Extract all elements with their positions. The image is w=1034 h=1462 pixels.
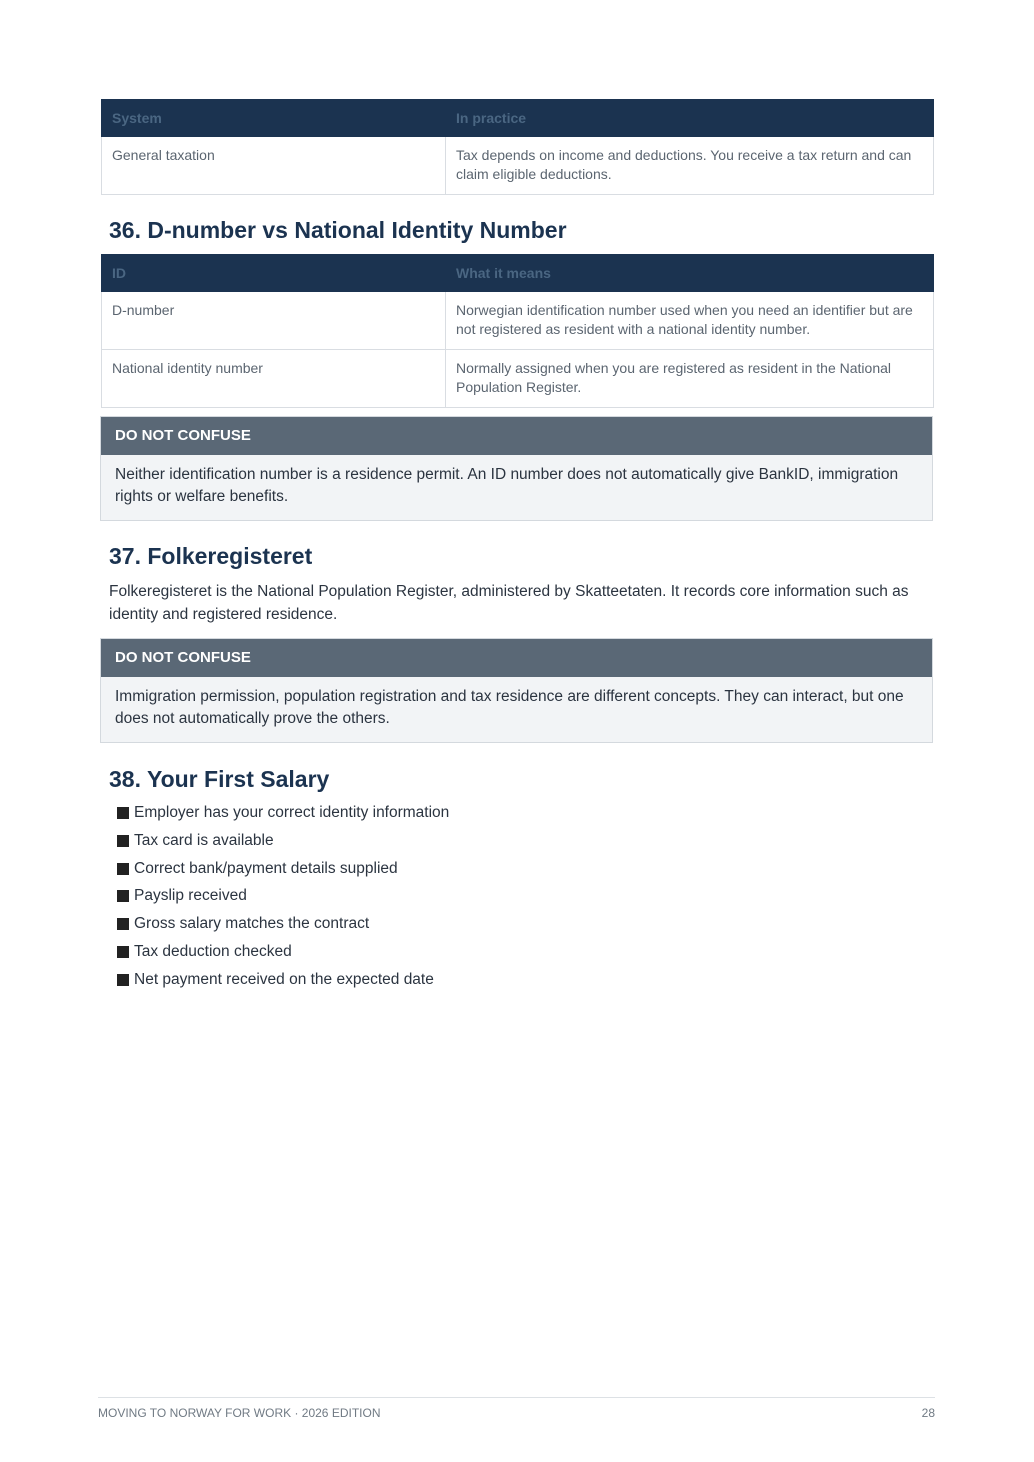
checklist-item bbox=[117, 969, 449, 997]
footer-divider bbox=[98, 1397, 935, 1398]
callout-title: DO NOT CONFUSE bbox=[101, 639, 932, 677]
checkbox-square-icon bbox=[117, 918, 129, 930]
tax-system-table bbox=[101, 99, 934, 195]
salary-checklist bbox=[117, 802, 449, 997]
checkbox-square-icon bbox=[117, 807, 129, 819]
checklist-item bbox=[117, 913, 449, 941]
checklist-item bbox=[117, 941, 449, 969]
checkbox-square-icon bbox=[117, 974, 129, 986]
checklist-item bbox=[117, 858, 449, 886]
table-cell: General taxation bbox=[102, 137, 446, 195]
table-cell: D-number bbox=[102, 292, 446, 350]
section-heading-36: 36. D-number vs National Identity Number bbox=[109, 217, 567, 243]
section-heading-37: 37. Folkeregisteret bbox=[109, 543, 313, 569]
table-row bbox=[102, 292, 934, 350]
table-cell: Norwegian identification number used when you need an identifier but are not registered as resident with a national identity number. bbox=[446, 292, 934, 350]
checklist-item-label: Net payment received on the expected date bbox=[134, 970, 434, 988]
table-row bbox=[102, 137, 934, 195]
table-header-row bbox=[102, 100, 934, 137]
checklist-item-label: Correct bank/payment details supplied bbox=[134, 859, 398, 877]
section-paragraph: Folkeregisteret is the National Population Register, administered by Skatteetaten. It records core information such as identity and registered residence. bbox=[109, 583, 909, 623]
table-cell: National identity number bbox=[102, 350, 446, 408]
do-not-confuse-callout bbox=[100, 638, 933, 743]
id-comparison-table bbox=[101, 254, 934, 408]
checklist-item bbox=[117, 830, 449, 858]
checklist-item-label: Employer has your correct identity information bbox=[134, 804, 450, 821]
checklist-item bbox=[117, 802, 449, 830]
table-header-row bbox=[102, 255, 934, 292]
table-cell: Tax depends on income and deductions. You receive a tax return and can claim eligible deductions. bbox=[446, 137, 934, 195]
column-header: What it means bbox=[446, 255, 934, 292]
checkbox-square-icon bbox=[117, 835, 129, 847]
callout-text: Neither identification number is a residence permit. An ID number does not automatically give BankID, immigration rights or welfare benefits. bbox=[115, 466, 899, 505]
checkbox-square-icon bbox=[117, 946, 129, 958]
section-heading-38: 38. Your First Salary bbox=[109, 766, 330, 792]
column-header: System bbox=[102, 100, 446, 137]
checklist-item-label: Tax card is available bbox=[134, 831, 274, 849]
page-number: 28 bbox=[921, 1406, 935, 1420]
checklist-item-label: Tax deduction checked bbox=[134, 942, 292, 960]
do-not-confuse-callout bbox=[100, 416, 933, 521]
checklist-item-label: Gross salary matches the contract bbox=[134, 915, 370, 933]
checklist-item bbox=[117, 885, 449, 913]
checkbox-square-icon bbox=[117, 890, 129, 902]
callout-text: Immigration permission, population registration and tax residence are different concepts. They can interact, but one does not automatically prove the others. bbox=[115, 688, 904, 727]
table-cell: Normally assigned when you are registered as resident in the National Population Register. bbox=[446, 350, 934, 408]
checkbox-square-icon bbox=[117, 863, 129, 875]
checklist-item-label: Payslip received bbox=[134, 887, 247, 905]
column-header: ID bbox=[102, 255, 446, 292]
footer-title: MOVING TO NORWAY FOR WORK · 2026 EDITION bbox=[98, 1406, 381, 1420]
column-header: In practice bbox=[446, 100, 934, 137]
callout-title: DO NOT CONFUSE bbox=[101, 417, 932, 455]
table-row bbox=[102, 350, 934, 408]
